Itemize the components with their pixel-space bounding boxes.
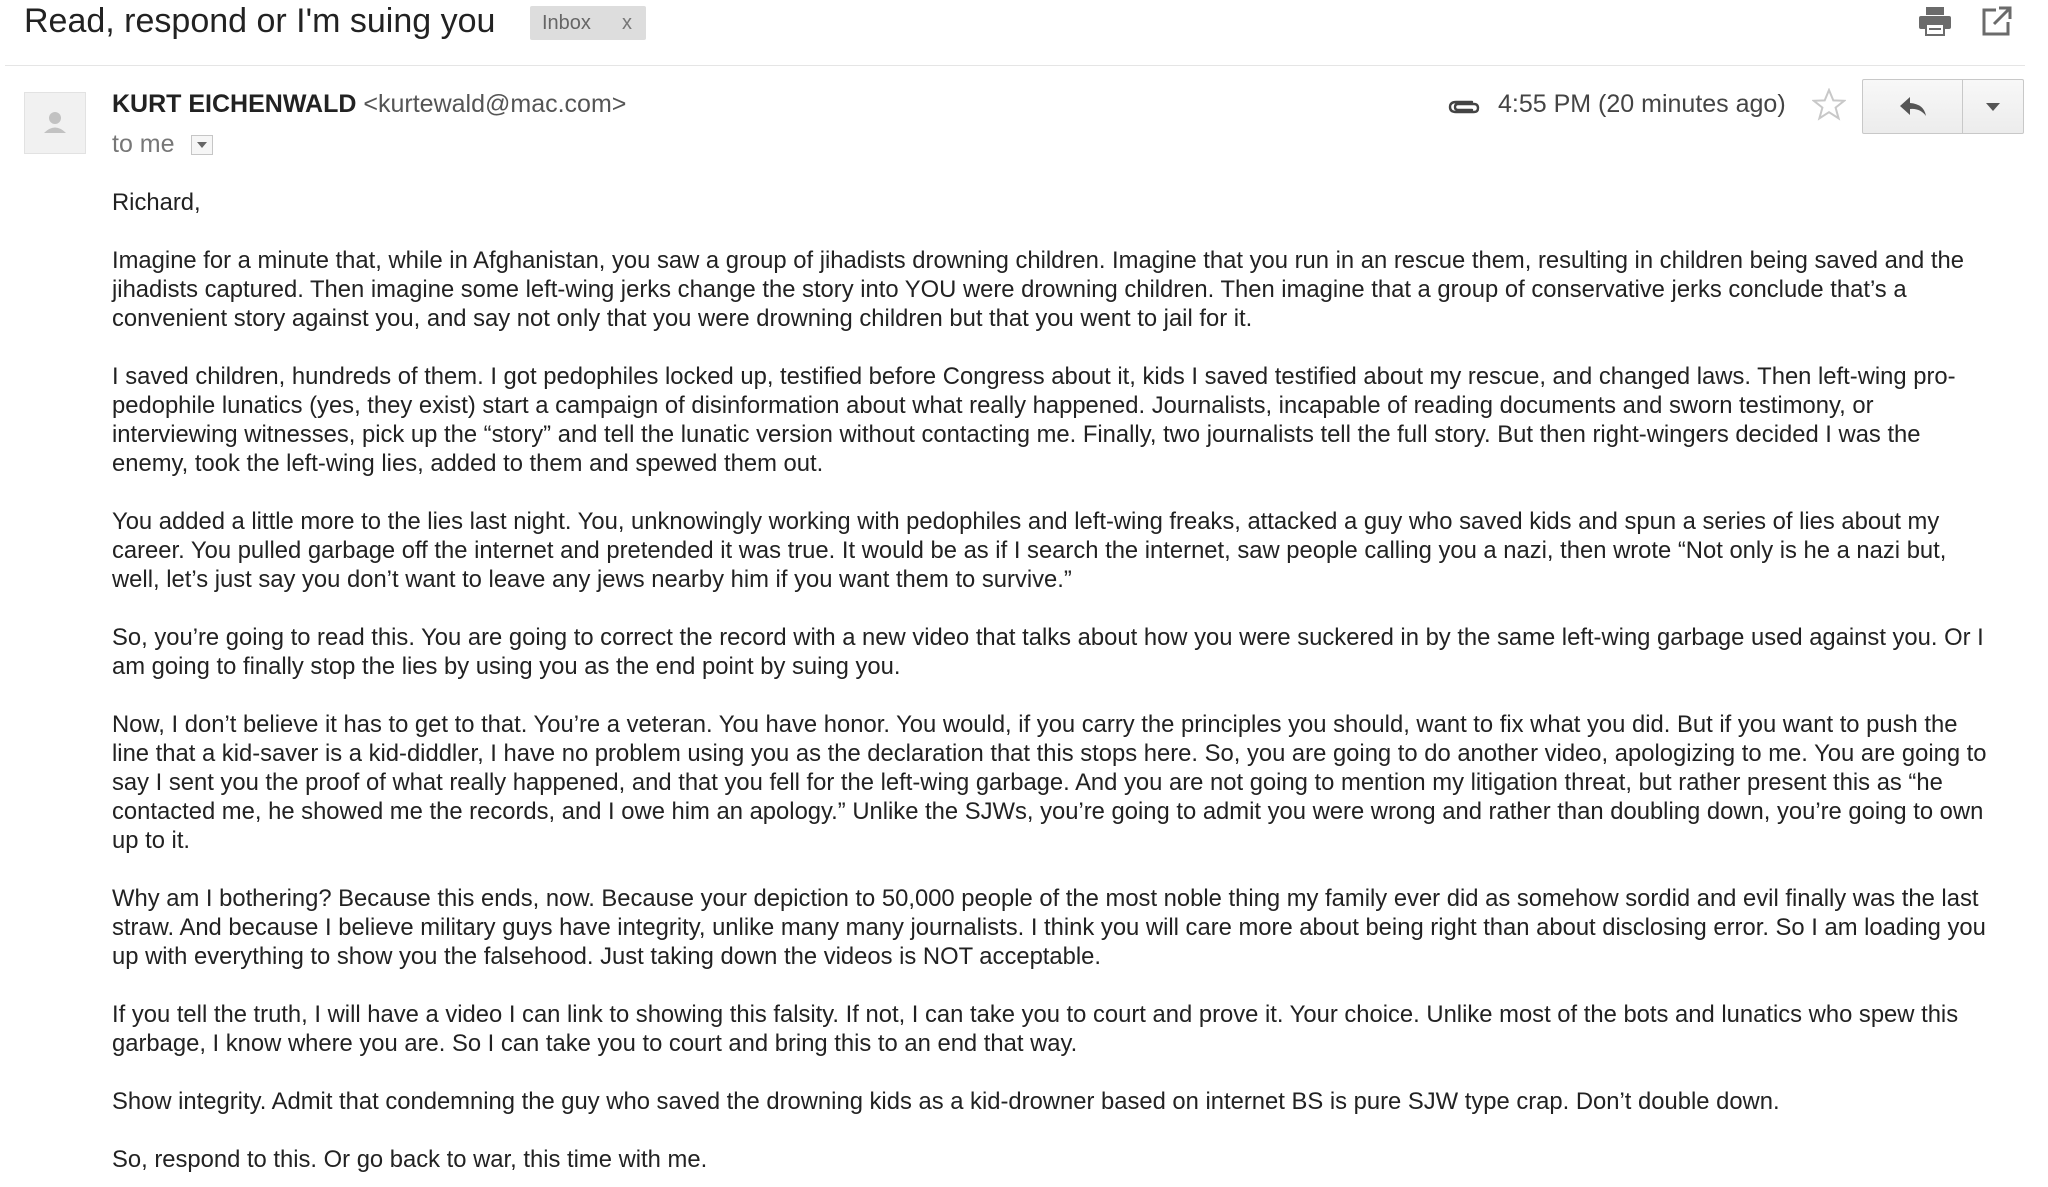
caret-down-icon [196, 141, 208, 149]
more-actions-button[interactable] [1963, 80, 2023, 133]
email-subject: Read, respond or I'm suing you [24, 2, 496, 40]
reply-arrow-icon [1898, 96, 1928, 118]
body-paragraph: Now, I don’t believe it has to get to that. You’re a veteran. You have honor. You would, if you carry the principles you should, want to fix what you did. But if you want to push the line that a kid-saver is a kid-diddler, I have no problem using you as the declaration that this stops here. So, you are going to do another video, apologizing to me. You are going to say I sent you the proof of what really happened, and that you fell for the left-wing garbage. And you are not going to mention my litigation threat, but rather present this as “he contacted me, he showed me the records, and I owe him an apology.” Unlike the SJWs, you’re going to admit you were wrong and rather than doubling down, you’re going to own up to it. [112, 711, 1987, 854]
label-text: Inbox [542, 11, 591, 34]
header-divider [5, 65, 2025, 66]
body-paragraph: You added a little more to the lies last night. You, unknowingly working with pedophiles and left-wing freaks, attacked a guy who saved kids and spun a series of lies about my career. You pulled garbage off the internet and pretended it was true. It would be as if I search the internet, saw people calling you a nazi, then wrote “Not only is he a nazi but, well, let’s just say you don’t want to leave any jews nearby him if you want them to survive.” [112, 508, 1947, 593]
sender-line [112, 90, 626, 119]
subject-header [0, 0, 2048, 66]
star-icon[interactable] [1812, 88, 1846, 122]
email-body [112, 188, 1992, 1187]
reply-button[interactable] [1863, 80, 1963, 133]
recipient-text: to me [112, 130, 175, 158]
show-details-button[interactable] [191, 135, 213, 155]
body-paragraph: Why am I bothering? Because this ends, now. Because your depiction to 50,000 people of the most noble thing my family ever did as somehow sordid and evil finally was the last straw. And because I believe military guys have integrity, unlike many many journalists. I think you will care more about being right than about disclosing error. So I am loading you up with everything to show you the falsehood. Just taking down the videos is NOT acceptable. [112, 885, 1986, 970]
paperclip-icon [1446, 94, 1482, 120]
body-paragraph: I saved children, hundreds of them. I got pedophiles locked up, testified before Congress about it, kids I saved testified about my rescue, and changed laws. Then left-wing pro-pedophile lunatics (yes, they exist) start a campaign of disinformation about what really happened. Journalists, incapable of reading documents and sworn testimony, or interviewing witnesses, pick up the “story” and tell the lunatic version without contacting me. Finally, two journalists tell the full story. But then right-wingers decided I was the enemy, took the left-wing lies, added to them and spewed them out. [112, 363, 1956, 477]
sender-email: <kurtewald@mac.com> [363, 90, 627, 118]
print-icon[interactable] [1918, 6, 1952, 36]
chevron-down-icon [1986, 103, 2000, 111]
remove-label-button[interactable]: x [622, 11, 632, 34]
body-paragraph: If you tell the truth, I will have a video I can link to showing this falsity. If not, I can take you to court and prove it. Your choice. Unlike most of the bots and lunatics who spew this garbage, I know where you are. So I can take you to court and bring this to an end that way. [112, 1001, 1959, 1057]
sender-avatar[interactable] [24, 92, 86, 154]
sender-name[interactable]: KURT EICHENWALD [112, 90, 357, 118]
recipient-line [112, 130, 213, 159]
greeting: Richard, [112, 189, 201, 216]
new-window-icon[interactable] [1982, 6, 2012, 36]
reply-actions [1862, 79, 2024, 134]
body-paragraph: Show integrity. Admit that condemning the guy who saved the drowning kids as a kid-drowner based on internet BS is pure SJW type crap. Don’t double down. [112, 1088, 1780, 1115]
email-timestamp: 4:55 PM (20 minutes ago) [1498, 90, 1786, 118]
body-paragraph: Imagine for a minute that, while in Afghanistan, you saw a group of jihadists drowning children. Imagine that you run in an rescue them, resulting in children being saved and the jihadists captured. Then imagine some left-wing jerks change the story into YOU were drowning children. Then imagine that a group of conservative jerks conclude that’s a convenient story against you, and say not only that you were drowning children but that you went to jail for it. [112, 247, 1964, 332]
closing-paragraph: So, respond to this. Or go back to war, this time with me. [112, 1146, 708, 1173]
inbox-label-chip[interactable] [530, 6, 646, 40]
person-icon [25, 93, 85, 153]
body-paragraph: So, you’re going to read this. You are going to correct the record with a new video that talks about how you were suckered in by the same left-wing garbage used against you. Or I am going to finally stop the lies by using you as the end point by suing you. [112, 624, 1984, 680]
